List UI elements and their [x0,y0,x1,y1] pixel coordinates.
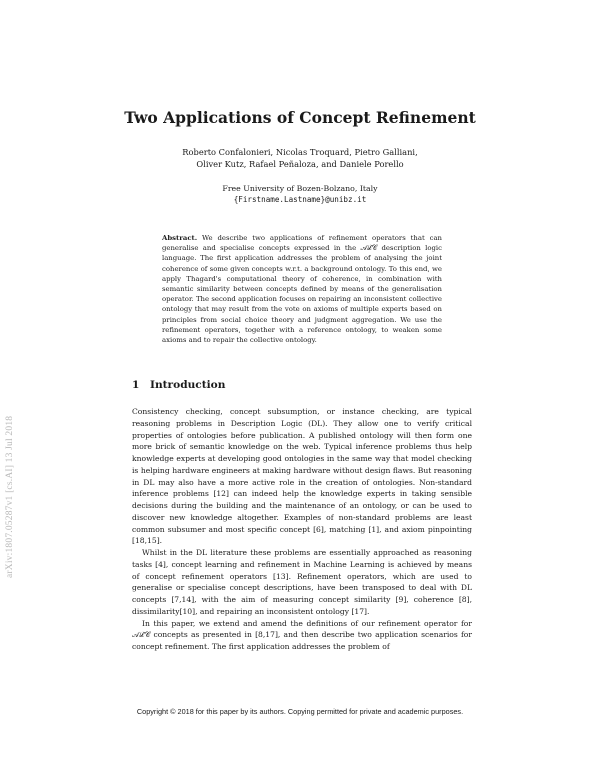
copyright-footer: Copyright © 2018 for this paper by its authors. Copying permitted for private and academic purposes. [136,707,464,716]
institution: Free University of Bozen-Bolzano, Italy [222,184,378,193]
affiliation [0,183,600,205]
section-title: Introduction [150,379,226,391]
section-heading [132,379,472,391]
paper-title: Two Applications of Concept Refinement [124,108,476,127]
paragraph: Consistency checking, concept subsumption, or instance checking, are typical reasoning problems in Description Logic (DL). They allow one to verify critical properties of ontologies before publication. A published ontology will then form one more brick of semantic knowledge on the web. Typical inference problems thus help knowledge experts at developing good ontologies in the same way that model checking is helping hardware engineers at making hardware without design flaws. But reasoning in DL may also have a more active role in the creation of ontologies. Non-standard inference problems [12] can indeed help the knowledge experts in taking sensible decisions during the building and the maintenance of an ontology, or can be used to discover new knowledge altogether. Examples of non-standard problems are least common subsumer and most specific concept [6], matching [1], and axiom pinpointing [18,15]. [132,407,472,546]
author-line-2: Oliver Kutz, Rafael Peñaloza, and Daniele Porello [196,159,404,169]
author-line-1: Roberto Confalonieri, Nicolas Troquard, Pietro Galliani, [182,147,418,157]
arxiv-side-identifier [3,346,17,578]
paragraph: In this paper, we extend and amend the definitions of our refinement operator for 𝒜ℒ𝒞 concepts as presented in [8,17], and then describe two application scenarios for concept refinement. The first application addresses the problem of [132,618,472,651]
abstract-label: Abstract. [162,234,198,242]
author-list [0,146,600,170]
abstract [162,233,442,345]
arxiv-side-identifier-text: arXiv:1807.05287v1 [cs.AI] 13 Jul 2018 [5,415,15,578]
body-text [132,406,472,653]
abstract-text: We describe two applications of refinement operators that can generalise and specialise concepts expressed in the 𝒜ℒ𝒞 description logic language. The first application addresses the problem of analysing the joint coherence of some given concepts w.r.t. a background ontology. To this end, we apply Thagard's computational theory of coherence, in combination with semantic similarity between concepts defined by means of the generalisation operator. The second application focuses on repairing an inconsistent collective ontology that may result from the vote on axioms of multiple experts based on principles from social choice theory and judgment aggregation. We use the refinement operators, together with a reference ontology, to weaken some axioms and to repair the collective ontology. [162,234,442,345]
section-number: 1 [132,379,140,391]
paragraph: Whilst in the DL literature these problems are essentially approached as reasoning tasks [4], concept learning and refinement in Machine Learning is achieved by means of concept refinement operators [13]. Refinement operators, which are used to generalise or specialise concept descriptions, have been transposed to deal with DL concepts [7,14], with the aim of measuring concept similarity [9], coherence [8], dissimilarity[10], and repairing an inconsistent ontology [17]. [132,548,472,616]
author-email: {Firstname.Lastname}@unibz.it [233,195,367,204]
